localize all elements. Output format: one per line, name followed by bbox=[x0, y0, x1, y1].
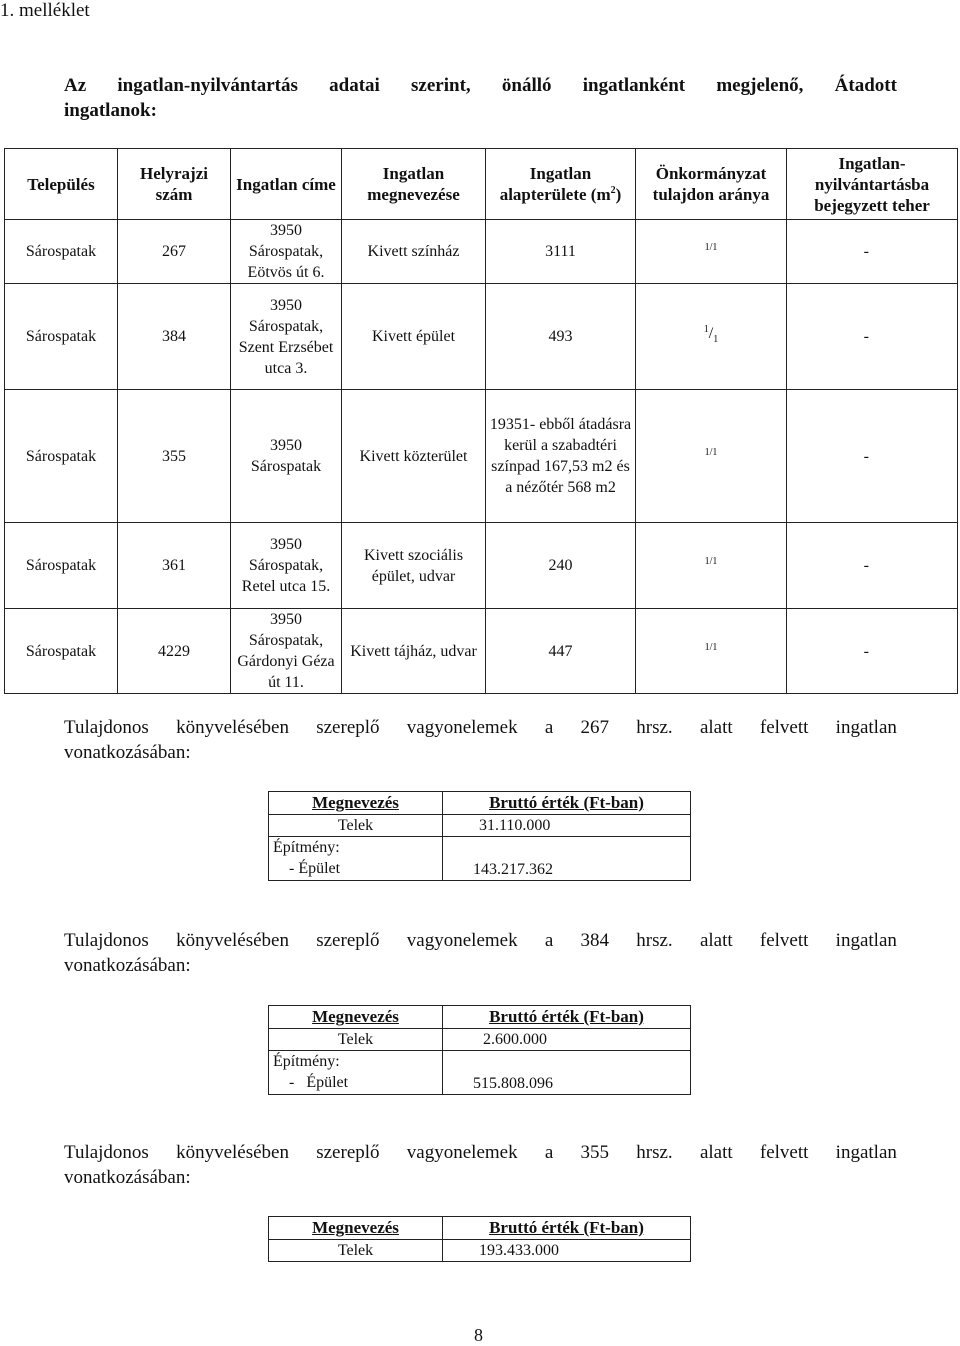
cell-cim: 3950 Sárospatak, Gárdonyi Géza út 11. bbox=[231, 609, 342, 694]
cell-terulet: 3111 bbox=[486, 220, 636, 284]
cell-megnevezes: Kivett tájház, udvar bbox=[342, 609, 486, 694]
cell-arany: 1/1 bbox=[636, 609, 787, 694]
cell-hrsz: 267 bbox=[118, 220, 231, 284]
cell-telepules: Sárospatak bbox=[5, 220, 118, 284]
heading-word: ingatlanként bbox=[582, 75, 686, 96]
telek-label: Telek bbox=[269, 1240, 443, 1262]
section-3-intro: Tulajdonos könyvelésében szereplő vagyonelemek a 355 hrsz. alatt felvett ingatlan vonatkozásában: bbox=[64, 1142, 897, 1188]
cell-terulet: 240 bbox=[486, 523, 636, 609]
section-1-value-table bbox=[268, 791, 691, 881]
cell-hrsz: 384 bbox=[118, 284, 231, 390]
heading-word: adatai bbox=[329, 75, 380, 96]
cell-megnevezes: Kivett színház bbox=[342, 220, 486, 284]
epulet-value: 515.808.096 bbox=[443, 1051, 691, 1095]
cell-cim: 3950 Sárospatak, Retel utca 15. bbox=[231, 523, 342, 609]
table-row bbox=[5, 284, 958, 390]
telek-value: 2.600.000 bbox=[443, 1029, 691, 1051]
page-number: 8 bbox=[474, 1325, 483, 1345]
cell-arany: 1/1 bbox=[636, 390, 787, 523]
header-megnevezese: Ingatlan megnevezése bbox=[342, 149, 486, 220]
cell-cim: 3950 Sárospatak bbox=[231, 390, 342, 523]
cell-megnevezes: Kivett épület bbox=[342, 284, 486, 390]
cell-hrsz: 4229 bbox=[118, 609, 231, 694]
cell-cim: 3950 Sárospatak, Eötvös út 6. bbox=[231, 220, 342, 284]
annex-label: 1. melléklet bbox=[0, 0, 90, 21]
cell-teher: - bbox=[787, 523, 958, 609]
header-teher: Ingatlan-nyilvántartásba bejegyzett teher bbox=[787, 149, 958, 220]
epitmeny-cell: Építmény: - Épület bbox=[269, 1051, 443, 1095]
heading-word: Átadott bbox=[834, 75, 897, 96]
heading-word: Az bbox=[64, 75, 87, 96]
cell-telepules: Sárospatak bbox=[5, 523, 118, 609]
cell-arany: 1/1 bbox=[636, 220, 787, 284]
cell-arany: $^1/_1$ bbox=[636, 284, 787, 390]
cell-cim: 3950 Sárospatak, Szent Erzsébet utca 3. bbox=[231, 284, 342, 390]
telek-value: 31.110.000 bbox=[443, 815, 691, 837]
table-row bbox=[5, 609, 958, 694]
cell-hrsz: 355 bbox=[118, 390, 231, 523]
section-1-intro: Tulajdonos könyvelésében szereplő vagyonelemek a 267 hrsz. alatt felvett ingatlan vonatkozásában: bbox=[64, 717, 897, 763]
cell-telepules: Sárospatak bbox=[5, 390, 118, 523]
cell-teher: - bbox=[787, 390, 958, 523]
heading-word: megjelenő, bbox=[716, 75, 804, 96]
table-header-row bbox=[5, 149, 958, 220]
heading-line-2: ingatlanok: bbox=[64, 100, 157, 121]
cell-teher: - bbox=[787, 609, 958, 694]
cell-terulet: 447 bbox=[486, 609, 636, 694]
section-2-value-table bbox=[268, 1005, 691, 1095]
header-brutto: Bruttó érték (Ft-ban) bbox=[443, 1006, 691, 1029]
property-table bbox=[4, 148, 958, 694]
section-3-value-table bbox=[268, 1216, 691, 1262]
telek-label: Telek bbox=[269, 815, 443, 837]
cell-telepules: Sárospatak bbox=[5, 284, 118, 390]
telek-label: Telek bbox=[269, 1029, 443, 1051]
heading-line-1 bbox=[64, 73, 897, 98]
table-row bbox=[5, 220, 958, 284]
cell-arany: 1/1 bbox=[636, 523, 787, 609]
header-megnevezes: Megnevezés bbox=[269, 792, 443, 815]
table-row bbox=[5, 390, 958, 523]
header-helyrajzi: Helyrajzi szám bbox=[118, 149, 231, 220]
heading-word: ingatlan-nyilvántartás bbox=[117, 75, 298, 96]
header-cime: Ingatlan címe bbox=[231, 149, 342, 220]
telek-value: 193.433.000 bbox=[443, 1240, 691, 1262]
heading-word: szerint, bbox=[411, 75, 471, 96]
header-telepules: Település bbox=[5, 149, 118, 220]
cell-terulet: 493 bbox=[486, 284, 636, 390]
cell-megnevezes: Kivett közterület bbox=[342, 390, 486, 523]
header-tulajdon: Önkormányzat tulajdon aránya bbox=[636, 149, 787, 220]
cell-terulet: 19351- ebből átadásra kerül a szabadtéri színpad 167,53 m2 és a nézőtér 568 m2 bbox=[486, 390, 636, 523]
header-megnevezes: Megnevezés bbox=[269, 1217, 443, 1240]
header-brutto: Bruttó érték (Ft-ban) bbox=[443, 1217, 691, 1240]
section-2-intro: Tulajdonos könyvelésében szereplő vagyonelemek a 384 hrsz. alatt felvett ingatlan vonatkozásában: bbox=[64, 930, 897, 976]
heading-word: önálló bbox=[501, 75, 552, 96]
table-row bbox=[5, 523, 958, 609]
epitmeny-cell: Építmény: - Épület bbox=[269, 837, 443, 881]
cell-teher: - bbox=[787, 284, 958, 390]
cell-teher: - bbox=[787, 220, 958, 284]
header-alapterulet: Ingatlan alapterülete $(m^2)$ bbox=[486, 149, 636, 220]
epulet-value: 143.217.362 bbox=[443, 837, 691, 881]
header-brutto: Bruttó érték (Ft-ban) bbox=[443, 792, 691, 815]
header-megnevezes: Megnevezés bbox=[269, 1006, 443, 1029]
cell-hrsz: 361 bbox=[118, 523, 231, 609]
section-heading bbox=[64, 73, 897, 123]
cell-telepules: Sárospatak bbox=[5, 609, 118, 694]
cell-megnevezes: Kivett szociális épület, udvar bbox=[342, 523, 486, 609]
